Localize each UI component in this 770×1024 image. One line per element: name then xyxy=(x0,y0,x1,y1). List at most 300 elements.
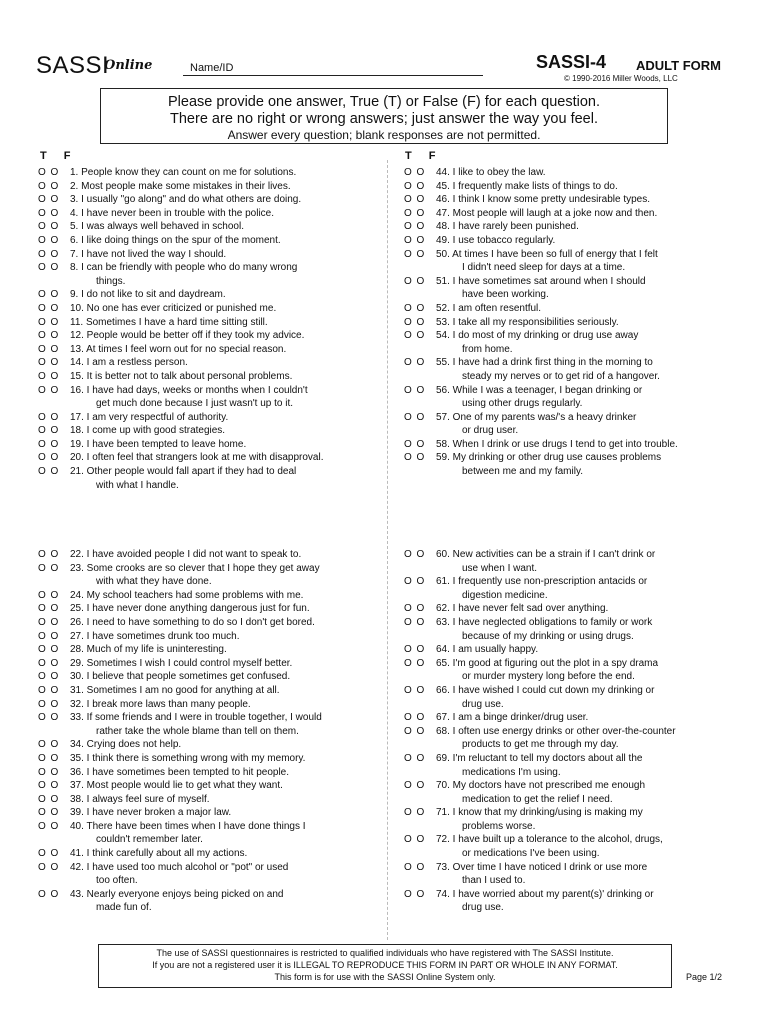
question-text-block xyxy=(436,438,734,452)
question-continuation: drug use. xyxy=(462,698,504,710)
question-text: 6. I like doing things on the spur of the moment. xyxy=(70,234,281,246)
question-item xyxy=(38,670,383,684)
question-item xyxy=(404,752,734,779)
answer-bubbles[interactable]: O O xyxy=(38,330,60,342)
footer-line-2: If you are not a registered user it is ILLEGAL TO REPRODUCE THIS FORM IN PART OR WHOLE IN ANY FORMAT. xyxy=(152,960,618,970)
question-text-block xyxy=(436,193,734,207)
answer-bubbles[interactable]: O O xyxy=(38,780,60,792)
question-text: 59. My drinking or other drug use causes problems xyxy=(436,452,662,464)
question-item xyxy=(404,329,734,356)
answer-bubbles[interactable]: O O xyxy=(404,603,426,615)
question-item xyxy=(404,616,734,643)
question-item xyxy=(404,166,734,180)
form-title: SASSI-4 xyxy=(536,52,607,72)
question-text: 44. I like to obey the law. xyxy=(436,167,546,178)
answer-bubbles[interactable]: O O xyxy=(38,452,60,464)
logo-online-text: Online xyxy=(104,58,153,73)
question-continuation: using other drugs regularly. xyxy=(462,398,583,410)
answer-bubbles[interactable]: O O xyxy=(404,616,426,628)
question-item xyxy=(38,207,383,221)
question-item xyxy=(38,738,383,752)
question-text: 42. I have used too much alcohol or "pot" or used xyxy=(70,861,289,873)
answer-bubbles[interactable]: O O xyxy=(404,221,426,233)
question-text: 3. I usually "go along" and do what others are doing. xyxy=(70,194,302,206)
question-item xyxy=(404,861,734,888)
question-item xyxy=(38,657,383,671)
page-number: Page 1/2 xyxy=(686,972,723,982)
question-item xyxy=(38,888,383,915)
answer-bubbles[interactable]: O O xyxy=(38,712,60,724)
answer-bubbles[interactable]: O O xyxy=(38,820,60,832)
answer-bubbles[interactable]: O O xyxy=(404,888,426,900)
question-item xyxy=(404,384,734,411)
question-item xyxy=(38,711,383,738)
question-text-block xyxy=(436,329,734,356)
answer-bubbles[interactable]: O O xyxy=(38,861,60,873)
question-item xyxy=(404,411,734,438)
question-text: 11. Sometimes I have a hard time sitting still. xyxy=(70,316,268,328)
question-text-block xyxy=(436,684,734,711)
question-item xyxy=(404,451,734,478)
question-continuation: too often. xyxy=(96,875,138,887)
answer-bubbles[interactable]: O O xyxy=(404,549,426,560)
question-text: 18. I come up with good strategies. xyxy=(70,425,226,437)
question-continuation: because of my drinking or using drugs. xyxy=(462,630,634,642)
question-text: 25. I have never done anything dangerous just for fun. xyxy=(70,603,310,615)
question-item xyxy=(404,316,734,330)
question-text: 24. My school teachers had some problems with me. xyxy=(70,589,304,601)
question-text-block xyxy=(70,616,383,630)
question-text: 32. I break more laws than many people. xyxy=(70,698,251,710)
question-text: 14. I am a restless person. xyxy=(70,357,188,369)
answer-bubbles[interactable]: O O xyxy=(38,425,60,437)
question-text-block xyxy=(70,451,383,465)
name-id-field[interactable] xyxy=(183,75,483,76)
question-item xyxy=(38,370,383,384)
question-text-block xyxy=(436,302,734,316)
question-continuation: made fun of. xyxy=(96,902,152,914)
question-item xyxy=(38,451,383,465)
footer-notice xyxy=(98,944,672,988)
question-text: 34. Crying does not help. xyxy=(70,739,182,751)
question-text-block xyxy=(70,657,383,671)
question-text-block xyxy=(70,738,383,752)
question-text: 17. I am very respectful of authority. xyxy=(70,411,229,423)
question-list-left-bottom xyxy=(38,548,383,915)
question-item xyxy=(38,316,383,330)
answer-bubbles[interactable]: O O xyxy=(404,834,426,846)
question-text: 20. I often feel that strangers look at me with disapproval. xyxy=(70,452,324,464)
question-text: 35. I think there is something wrong with my memory. xyxy=(70,752,306,764)
question-text-block xyxy=(70,752,383,766)
answer-bubbles[interactable]: O O xyxy=(404,861,426,873)
question-item xyxy=(38,562,383,589)
question-item xyxy=(404,180,734,194)
question-text: 15. It is better not to talk about personal problems. xyxy=(70,370,293,382)
question-text-block xyxy=(70,370,383,384)
answer-bubbles[interactable]: O O xyxy=(38,411,60,423)
answer-bubbles[interactable]: O O xyxy=(38,343,60,355)
question-item xyxy=(38,220,383,234)
question-text-block xyxy=(70,261,383,288)
answer-bubbles[interactable]: O O xyxy=(38,603,60,615)
answer-bubbles[interactable]: O O xyxy=(404,330,426,342)
answer-bubbles[interactable]: O O xyxy=(38,221,60,233)
question-item xyxy=(38,438,383,452)
question-continuation: problems worse. xyxy=(462,820,536,832)
question-text-block xyxy=(436,725,734,752)
question-text: 56. While I was a teenager, I began drinking or xyxy=(436,384,643,396)
question-text: 74. I have worried about my parent(s)' drinking or xyxy=(436,888,654,900)
question-item xyxy=(38,861,383,888)
answer-bubbles[interactable]: O O xyxy=(38,194,60,206)
question-text: 45. I frequently make lists of things to do. xyxy=(436,180,618,192)
question-continuation: things. xyxy=(96,275,126,287)
question-text: 7. I have not lived the way I should. xyxy=(70,248,227,260)
question-item xyxy=(404,684,734,711)
question-text: 8. I can be friendly with people who do many wrong xyxy=(70,262,298,274)
question-text-block xyxy=(436,575,734,602)
question-text-block xyxy=(70,670,383,684)
question-continuation: use when I want. xyxy=(462,562,538,574)
question-text: 29. Sometimes I wish I could control myself better. xyxy=(70,657,293,669)
answer-bubbles[interactable]: O O xyxy=(404,807,426,819)
question-text: 5. I was always well behaved in school. xyxy=(70,221,244,233)
question-item xyxy=(38,779,383,793)
question-text-block xyxy=(70,684,383,698)
question-text: 23. Some crooks are so clever that I hope they get away xyxy=(70,562,320,574)
question-list-right-bottom xyxy=(404,548,734,915)
answer-bubbles[interactable]: O O xyxy=(38,616,60,628)
question-text: 43. Nearly everyone enjoys being picked on and xyxy=(70,888,284,900)
question-continuation: or murder mystery long before the end. xyxy=(462,671,635,683)
question-text-block xyxy=(436,752,734,779)
question-text: 13. At times I feel worn out for no special reason. xyxy=(70,343,287,355)
question-item xyxy=(38,630,383,644)
question-text-block xyxy=(70,888,383,915)
answer-bubbles[interactable]: O O xyxy=(38,657,60,669)
question-text: 33. If some friends and I were in trouble together, I would xyxy=(70,712,322,724)
question-item xyxy=(38,329,383,343)
question-text: 57. One of my parents was/'s a heavy drinker xyxy=(436,411,637,423)
question-text: 66. I have wished I could cut down my drinking or xyxy=(436,684,655,696)
question-text-block xyxy=(436,384,734,411)
question-text-block xyxy=(70,602,383,616)
question-continuation: get much done because I just wasn't up to it. xyxy=(96,398,294,410)
name-id-label: Name/ID xyxy=(190,62,234,74)
answer-bubbles[interactable]: O O xyxy=(38,793,60,805)
answer-bubbles[interactable]: O O xyxy=(38,630,60,642)
answer-bubbles[interactable]: O O xyxy=(38,684,60,696)
question-text: 19. I have been tempted to leave home. xyxy=(70,438,247,450)
question-item xyxy=(38,548,383,562)
answer-bubbles[interactable]: O O xyxy=(38,248,60,260)
question-text-block xyxy=(70,166,383,180)
answer-bubbles[interactable]: O O xyxy=(404,576,426,588)
answer-bubbles[interactable]: O O xyxy=(38,549,60,560)
question-text-block xyxy=(70,438,383,452)
answer-bubbles[interactable]: O O xyxy=(404,167,426,178)
question-text: 12. People would be better off if they took my advice. xyxy=(70,330,305,342)
question-text-block xyxy=(70,766,383,780)
question-text-block xyxy=(436,779,734,806)
answer-bubbles[interactable]: O O xyxy=(404,644,426,656)
question-item xyxy=(38,343,383,357)
question-text: 72. I have built up a tolerance to the alcohol, drugs, xyxy=(436,834,663,846)
question-text: 41. I think carefully about all my actions. xyxy=(70,848,248,860)
form-subtitle: ADULT FORM xyxy=(636,58,721,73)
question-item xyxy=(404,779,734,806)
question-item xyxy=(38,684,383,698)
question-text-block xyxy=(70,384,383,411)
question-text-block xyxy=(70,698,383,712)
question-continuation: between me and my family. xyxy=(462,466,583,478)
question-item xyxy=(404,356,734,383)
question-text: 9. I do not like to sit and daydream. xyxy=(70,289,226,301)
question-item xyxy=(38,793,383,807)
question-text-block xyxy=(70,288,383,302)
question-text-block xyxy=(436,616,734,643)
answer-bubbles[interactable]: O O xyxy=(404,207,426,219)
question-text: 49. I use tobacco regularly. xyxy=(436,234,556,246)
answer-bubbles[interactable]: O O xyxy=(38,207,60,219)
question-text-block xyxy=(70,779,383,793)
question-text-block xyxy=(436,711,734,725)
question-item xyxy=(38,643,383,657)
answer-bubbles[interactable]: O O xyxy=(38,589,60,601)
answer-bubbles[interactable]: O O xyxy=(38,562,60,574)
column-divider xyxy=(387,160,388,940)
question-item xyxy=(404,193,734,207)
question-item xyxy=(38,820,383,847)
question-text-block xyxy=(436,548,734,575)
question-continuation: I didn't need sleep for days at a time. xyxy=(462,262,626,274)
question-text: 62. I have never felt sad over anything. xyxy=(436,603,609,615)
answer-bubbles[interactable]: O O xyxy=(38,466,60,478)
question-item xyxy=(38,302,383,316)
question-text-block xyxy=(70,329,383,343)
answer-bubbles[interactable]: O O xyxy=(38,384,60,396)
question-text-block xyxy=(70,424,383,438)
question-text-block xyxy=(70,806,383,820)
question-text: 70. My doctors have not prescribed me enough xyxy=(436,780,646,792)
answer-bubbles[interactable]: O O xyxy=(38,698,60,710)
question-text-block xyxy=(70,847,383,861)
answer-bubbles[interactable]: O O xyxy=(38,289,60,301)
question-text: 71. I know that my drinking/using is making my xyxy=(436,807,643,819)
question-text: 46. I think I know some pretty undesirable types. xyxy=(436,194,650,206)
question-text-block xyxy=(436,888,734,915)
footer-line-1: The use of SASSI questionnaires is restricted to qualified individuals who have registered with The SASSI Institute. xyxy=(156,948,614,958)
answer-bubbles[interactable]: O O xyxy=(38,752,60,764)
answer-bubbles[interactable]: O O xyxy=(38,180,60,192)
question-text-block xyxy=(70,220,383,234)
question-text-block xyxy=(70,643,383,657)
question-item xyxy=(404,575,734,602)
question-text: 55. I have had a drink first thing in the morning to xyxy=(436,357,653,369)
question-text-block xyxy=(70,180,383,194)
question-continuation: from home. xyxy=(462,343,513,355)
question-text-block xyxy=(70,589,383,603)
question-item xyxy=(38,411,383,425)
question-continuation: steady my nerves or to get rid of a hangover. xyxy=(462,370,660,382)
answer-bubbles[interactable]: O O xyxy=(404,752,426,764)
question-text: 63. I have neglected obligations to family or work xyxy=(436,616,653,628)
question-text: 61. I frequently use non-prescription antacids or xyxy=(436,576,648,588)
answer-bubbles[interactable]: O O xyxy=(404,316,426,328)
question-text: 21. Other people would fall apart if they had to deal xyxy=(70,466,297,478)
question-text-block xyxy=(436,806,734,833)
question-text: 40. There have been times when I have done things I xyxy=(70,820,306,832)
question-text-block xyxy=(436,451,734,478)
question-text: 68. I often use energy drinks or other over-the-counter xyxy=(436,725,676,737)
question-text-block xyxy=(70,248,383,262)
question-text: 1. People know they can count on me for solutions. xyxy=(70,167,297,178)
tf-header-left: T F xyxy=(40,150,78,162)
answer-bubbles[interactable]: O O xyxy=(404,657,426,669)
question-text-block xyxy=(436,207,734,221)
question-text: 54. I do most of my drinking or drug use away xyxy=(436,330,639,342)
question-text-block xyxy=(70,548,383,562)
question-item xyxy=(404,657,734,684)
question-text: 60. New activities can be a strain if I can't drink or xyxy=(436,549,656,560)
question-item xyxy=(404,207,734,221)
question-continuation: or drug user. xyxy=(462,425,519,437)
question-text-block xyxy=(436,275,734,302)
question-continuation: rather take the whole blame than tell on them. xyxy=(96,725,299,737)
answer-bubbles[interactable]: O O xyxy=(38,888,60,900)
question-text: 51. I have sometimes sat around when I should xyxy=(436,275,646,287)
answer-bubbles[interactable]: O O xyxy=(404,438,426,450)
question-item xyxy=(38,288,383,302)
question-text: 67. I am a binge drinker/drug user. xyxy=(436,712,589,724)
question-text: 26. I need to have something to do so I don't get bored. xyxy=(70,616,315,628)
answer-bubbles[interactable]: O O xyxy=(404,452,426,464)
answer-bubbles[interactable]: O O xyxy=(38,739,60,751)
answer-bubbles[interactable]: O O xyxy=(38,438,60,450)
question-text: 73. Over time I have noticed I drink or use more xyxy=(436,861,648,873)
question-text: 65. I'm good at figuring out the plot in a spy drama xyxy=(436,657,659,669)
question-item xyxy=(38,602,383,616)
question-item xyxy=(38,424,383,438)
instruction-line-2: There are no right or wrong answers; just answer the way you feel. xyxy=(170,111,598,127)
question-item xyxy=(38,234,383,248)
answer-bubbles[interactable]: O O xyxy=(404,248,426,260)
answer-bubbles[interactable]: O O xyxy=(38,807,60,819)
question-item xyxy=(404,302,734,316)
question-text-block xyxy=(70,793,383,807)
question-item xyxy=(404,248,734,275)
question-text: 27. I have sometimes drunk too much. xyxy=(70,630,240,642)
question-text-block xyxy=(70,861,383,888)
question-text: 64. I am usually happy. xyxy=(436,644,539,656)
question-text-block xyxy=(70,356,383,370)
answer-bubbles[interactable]: O O xyxy=(404,725,426,737)
question-item xyxy=(404,220,734,234)
instructions-box xyxy=(100,88,668,144)
answer-bubbles[interactable]: O O xyxy=(404,234,426,246)
question-text-block xyxy=(70,207,383,221)
answer-bubbles[interactable]: O O xyxy=(38,357,60,369)
answer-bubbles[interactable]: O O xyxy=(404,180,426,192)
question-text-block xyxy=(70,316,383,330)
answer-bubbles[interactable]: O O xyxy=(404,194,426,206)
answer-bubbles[interactable]: O O xyxy=(404,712,426,724)
question-item xyxy=(404,234,734,248)
question-text-block xyxy=(436,220,734,234)
question-item xyxy=(38,589,383,603)
question-text: 38. I always feel sure of myself. xyxy=(70,793,210,805)
question-text: 36. I have sometimes been tempted to hit people. xyxy=(70,766,290,778)
question-text-block xyxy=(436,356,734,383)
answer-bubbles[interactable]: O O xyxy=(38,848,60,860)
question-text-block xyxy=(436,657,734,684)
question-item xyxy=(404,711,734,725)
question-text-block xyxy=(436,316,734,330)
question-item xyxy=(404,275,734,302)
question-text-block xyxy=(70,630,383,644)
question-continuation: products to get me through my day. xyxy=(462,739,619,751)
question-continuation: or medications I've been using. xyxy=(462,848,600,860)
answer-bubbles[interactable]: O O xyxy=(38,302,60,314)
question-continuation: with what they have done. xyxy=(96,576,212,588)
question-text: 39. I have never broken a major law. xyxy=(70,807,232,819)
answer-bubbles[interactable]: O O xyxy=(38,644,60,656)
question-text-block xyxy=(70,465,383,492)
question-text: 31. Sometimes I am no good for anything at all. xyxy=(70,684,280,696)
question-text-block xyxy=(70,820,383,847)
question-text-block xyxy=(436,602,734,616)
question-item xyxy=(404,438,734,452)
answer-bubbles[interactable]: O O xyxy=(404,357,426,369)
question-item xyxy=(404,806,734,833)
logo-text: SASSI xyxy=(36,52,110,79)
question-item xyxy=(38,847,383,861)
answer-bubbles[interactable]: O O xyxy=(38,370,60,382)
question-text-block xyxy=(436,833,734,860)
question-item xyxy=(38,465,383,492)
question-text-block xyxy=(70,562,383,589)
question-continuation: drug use. xyxy=(462,902,504,914)
question-text: 30. I believe that people sometimes get confused. xyxy=(70,671,291,683)
question-text: 58. When I drink or use drugs I tend to get into trouble. xyxy=(436,438,678,450)
answer-bubbles[interactable]: O O xyxy=(38,234,60,246)
question-text-block xyxy=(70,193,383,207)
question-item xyxy=(404,602,734,616)
question-text: 53. I take all my responsibilities seriously. xyxy=(436,316,619,328)
copyright: © 1990-2016 Miller Woods, LLC xyxy=(564,74,678,83)
question-text-block xyxy=(436,643,734,657)
answer-bubbles[interactable]: O O xyxy=(38,262,60,274)
answer-bubbles[interactable]: O O xyxy=(404,684,426,696)
question-text: 2. Most people make some mistakes in their lives. xyxy=(70,180,291,192)
answer-bubbles[interactable]: O O xyxy=(38,766,60,778)
question-item xyxy=(38,261,383,288)
answer-bubbles[interactable]: O O xyxy=(38,167,60,178)
answer-bubbles[interactable]: O O xyxy=(38,671,60,683)
answer-bubbles[interactable]: O O xyxy=(404,411,426,423)
question-item xyxy=(38,384,383,411)
answer-bubbles[interactable]: O O xyxy=(404,302,426,314)
answer-bubbles[interactable]: O O xyxy=(38,316,60,328)
question-item xyxy=(38,166,383,180)
answer-bubbles[interactable]: O O xyxy=(404,275,426,287)
question-text: 16. I have had days, weeks or months when I couldn't xyxy=(70,384,308,396)
question-item xyxy=(38,248,383,262)
answer-bubbles[interactable]: O O xyxy=(404,780,426,792)
question-text: 69. I'm reluctant to tell my doctors about all the xyxy=(436,752,643,764)
answer-bubbles[interactable]: O O xyxy=(404,384,426,396)
